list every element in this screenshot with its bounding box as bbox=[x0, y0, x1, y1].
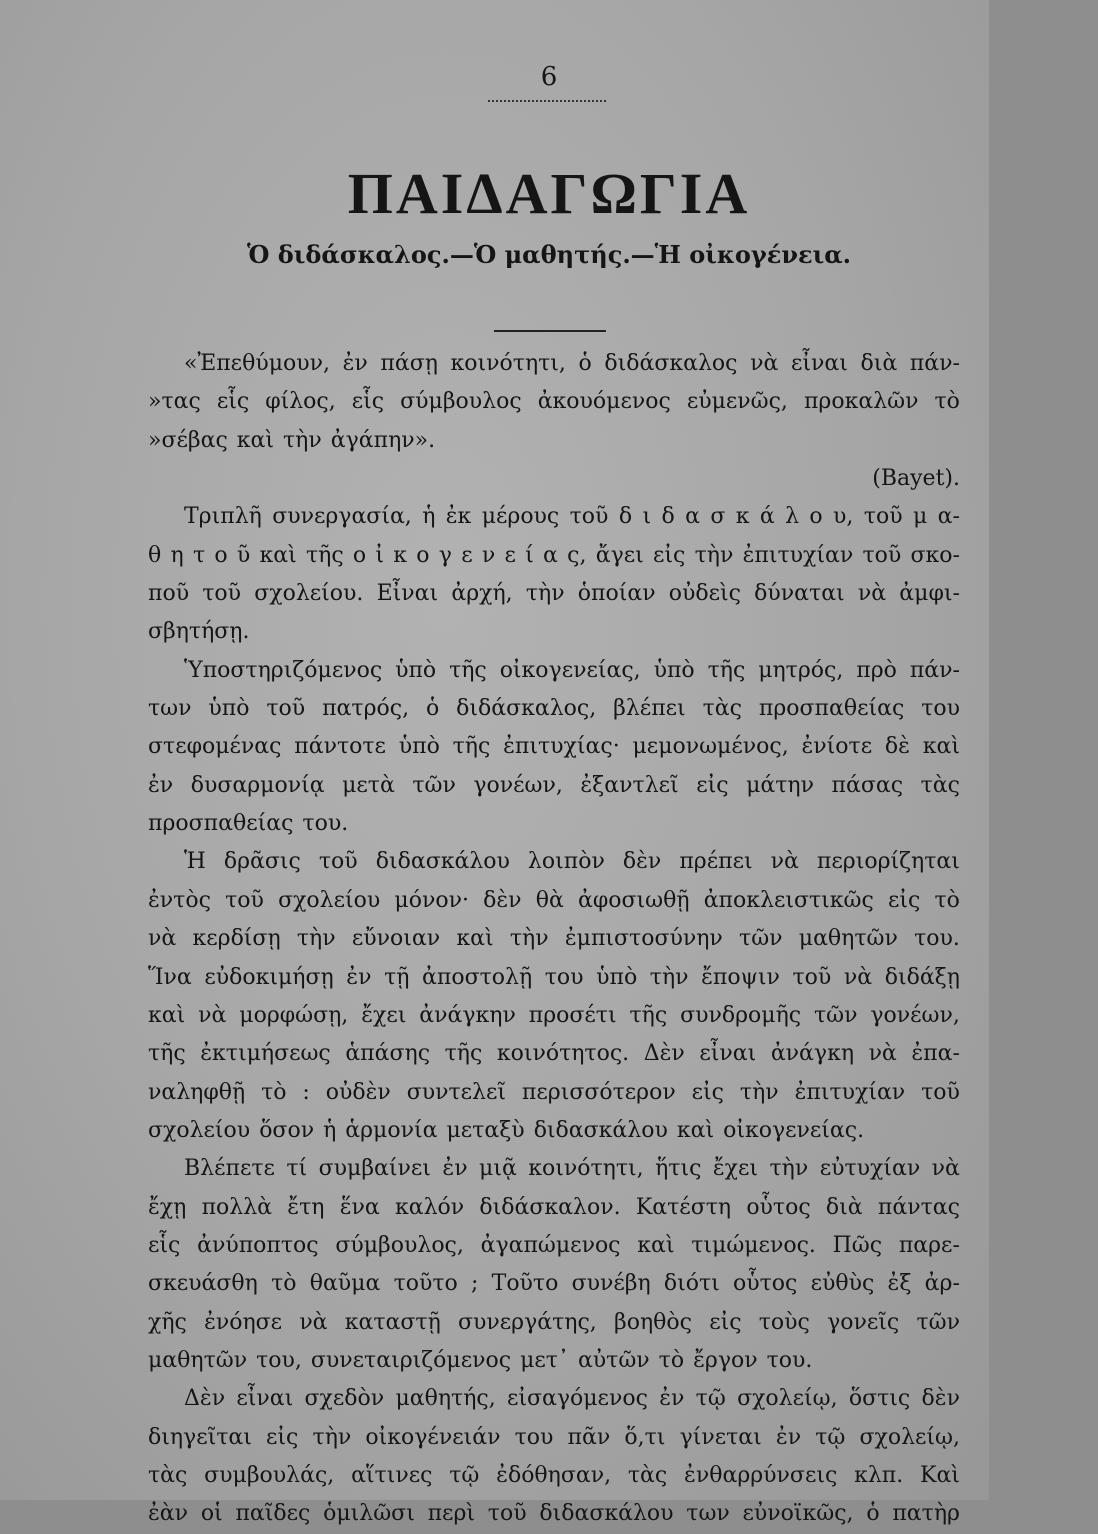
text-line: χῆς ἐνόησε νὰ καταστῇ συνεργάτης, βοηθὸς εἰς τοὺς γονεῖς τῶν bbox=[148, 1309, 960, 1335]
text-line: (Bayet). bbox=[872, 466, 960, 492]
text-line: Δὲν εἶναι σχεδὸν μαθητής, εἰσαγόμενος ἐν τῷ σχολείῳ, ὅστις δὲν bbox=[184, 1386, 960, 1412]
text-line: «Ἐπεθύμουν, ἐν πάσῃ κοινότητι, ὁ διδάσκαλος νὰ εἶναι διὰ πάν- bbox=[184, 351, 960, 376]
page-number: 6 bbox=[540, 62, 558, 92]
text-line: ναληφθῇ τὸ : οὐδὲν συντελεῖ περισσότερον εἰς τὴν ἐπιτυχίαν τοῦ bbox=[148, 1079, 960, 1105]
text-line: »σέβας καὶ τὴν ἀγάπην». bbox=[148, 427, 436, 453]
text-line: σχολείου ὅσον ἡ ἁρμονία μεταξὺ διδασκάλου καὶ οἰκογενείας. bbox=[148, 1117, 865, 1143]
text-line: στεφομένας πάντοτε ὑπὸ τῆς ἐπιτυχίας· μεμονωμένος, ἐνίοτε δὲ καὶ bbox=[148, 734, 960, 760]
text-line: εἷς ἀνύποπτος σύμβουλος, ἀγαπώμενος καὶ τιμώμενος. Πῶς παρε- bbox=[148, 1232, 960, 1258]
text-line: νὰ κερδίσῃ τὴν εὔνοιαν καὶ τὴν ἐμπιστοσύνην τῶν μαθητῶν του. bbox=[148, 926, 960, 952]
text-line: διηγεῖται εἰς τὴν οἰκογένειάν του πᾶν ὅ,τι γίνεται ἐν τῷ σχολείῳ, bbox=[148, 1424, 960, 1450]
text-line: θ η τ ο ῦ καὶ τῆς ο ἰ κ ο γ ε ν ε ί α ς, ἄγει εἰς τὴν ἐπιτυχίαν τοῦ σκο- bbox=[148, 542, 960, 568]
text-line: Ἡ δρᾶσις τοῦ διδασκάλου λοιπὸν δὲν πρέπει νὰ περιορίζηται bbox=[184, 849, 960, 875]
page-title: ΠΑΙΔΑΓΩΓΙΑ bbox=[347, 161, 751, 226]
text-line: ποῦ τοῦ σχολείου. Εἶναι ἀρχή, τὴν ὁποίαν οὐδεὶς δύναται νὰ ἀμφι- bbox=[148, 581, 960, 607]
text-line: »τας εἷς φίλος, εἷς σύμβουλος ἀκουόμενος εὐμενῶς, προκαλῶν τὸ bbox=[148, 389, 960, 415]
text-line: τὰς συμβουλάς, αἵτινες τῷ ἐδόθησαν, τὰς ἐνθαρρύνσεις κλπ. Καὶ bbox=[148, 1462, 960, 1488]
text-line: ἔχῃ πολλὰ ἔτη ἕνα καλόν διδάσκαλον. Κατέστη οὗτος διὰ πάντας bbox=[148, 1194, 960, 1220]
text-line: καὶ νὰ μορφώσῃ, ἔχει ἀνάγκην προσέτι τῆς συνδρομῆς τῶν γονέων, bbox=[148, 1002, 960, 1028]
text-line: των ὑπὸ τοῦ πατρός, ὁ διδάσκαλος, βλέπει τὰς προσπαθείας του bbox=[148, 696, 960, 722]
text-line: ἐντὸς τοῦ σχολείου μόνον· δὲν θὰ ἀφοσιωθῇ ἀποκλειστικῶς εἰς τὸ bbox=[148, 887, 960, 913]
text-line: σβητήσῃ. bbox=[148, 619, 250, 645]
text-line: προσπαθείας του. bbox=[148, 811, 349, 837]
title-divider bbox=[494, 330, 606, 332]
page-subtitle: Ὁ διδάσκαλος.—Ὁ μαθητής.—Ἡ οἰκογένεια. bbox=[246, 240, 852, 269]
dotted-rule bbox=[488, 100, 606, 102]
text-line: μαθητῶν του, συνεταιριζόμενος μετ᾿ αὐτῶν τὸ ἔργον του. bbox=[148, 1347, 813, 1373]
text-line: Ὑποστηριζόμενος ὑπὸ τῆς οἰκογενείας, ὑπὸ τῆς μητρός, πρὸ πάν- bbox=[184, 657, 960, 683]
text-line: ἐὰν οἱ παῖδες ὁμιλῶσι περὶ τοῦ διδασκάλου των εὐνοϊκῶς, ὁ πατὴρ bbox=[148, 1501, 960, 1527]
body-text bbox=[148, 345, 960, 1534]
text-line: τῆς ἐκτιμήσεως ἁπάσης τῆς κοινότητος. Δὲν εἶναι ἀνάγκη νὰ ἐπα- bbox=[148, 1041, 960, 1067]
text-line: Βλέπετε τί συμβαίνει ἐν μιᾷ κοινότητι, ἥτις ἔχει τὴν εὐτυχίαν νὰ bbox=[184, 1156, 960, 1182]
text-line: ἐν δυσαρμονίᾳ μετὰ τῶν γονέων, ἐξαντλεῖ εἰς μάτην πάσας τὰς bbox=[148, 772, 960, 798]
text-line: Ἵνα εὐδοκιμήσῃ ἐν τῇ ἀποστολῇ του ὑπὸ τὴν ἔποψιν τοῦ νὰ διδάξῃ bbox=[148, 964, 960, 990]
text-line: Τριπλῆ συνεργασία, ἡ ἐκ μέρους τοῦ δ ι δ α σ κ ά λ ο υ, τοῦ μ α- bbox=[184, 504, 960, 530]
text-line: σκευάσθη τὸ θαῦμα τοῦτο ; Τοῦτο συνέβη διότι οὗτος εὐθὺς ἐξ ἀρ- bbox=[148, 1271, 960, 1297]
